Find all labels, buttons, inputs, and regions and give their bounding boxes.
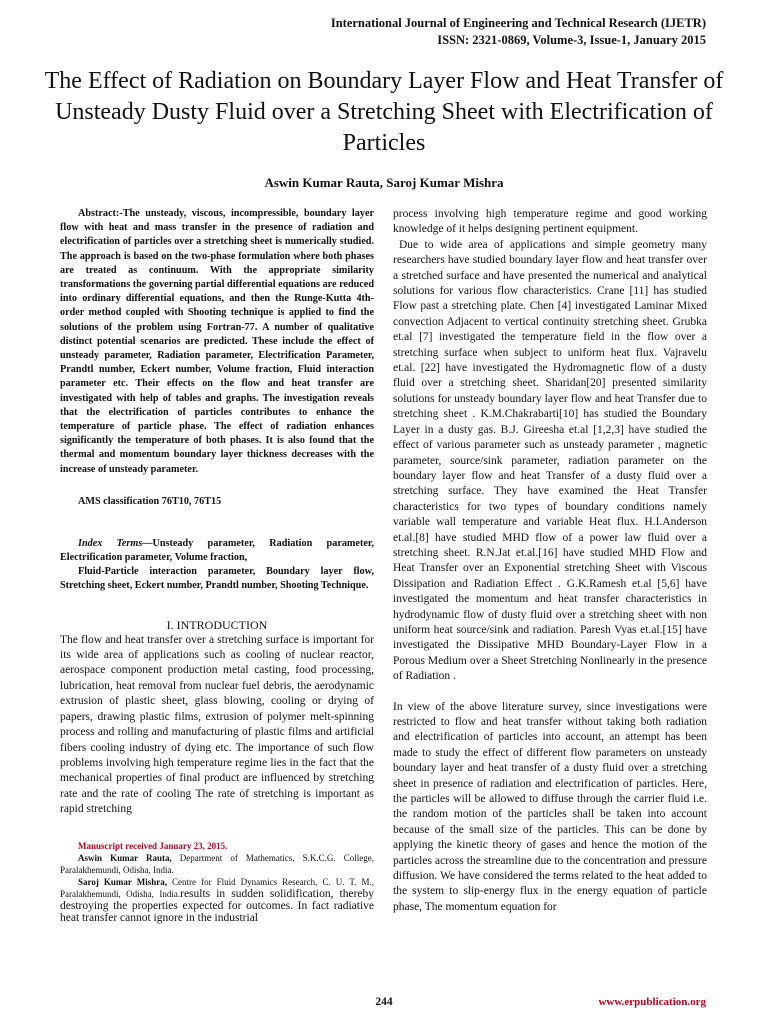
journal-name: International Journal of Engineering and Technical Research (IJETR) — [330, 16, 706, 30]
author2-name: Saroj Kumar Mishra, — [78, 876, 167, 887]
index-terms-dash: — — [142, 537, 153, 549]
abstract: Abstract:-The unsteady, viscous, incompressible, boundary layer flow with heat and mass transfer in the presence of radiation and electrification of particles over a stretching sheet is numerically studied. The approach is based on the two-phase formulation where both phases are treated as continuum. With the appropriate similarity transformations the governing partial differential equations are reduced into ordinary differential equations, and then the Runge-Kutta 4th-order method coupled with Shooting technique is applied to find the solutions of the problem using Fortran-77. A number of qualitative distinct potential scenarios are predicted. These include the effect of unsteady parameter, Radiation parameter, Electrification Parameter, Prandtl number, Eckert number, Volume fraction, Fluid interaction parameter etc. Their effects on the flow and heat transfer are investigated with help of tables and graphs. The investigation reveals that the electrification of particles contributes to enhance the temperature of particle phase. The effect of radiation enhances significantly the temperature of both phases. It is also found that the thermal and momentum boundary layer thickness decreases with the increase of unsteady parameter. — [60, 208, 374, 475]
index-terms — [60, 537, 374, 565]
paper-authors: Aswin Kumar Rauta, Saroj Kumar Mishra — [264, 175, 504, 190]
right-paragraph-2: Due to wide area of applications and simple geometry many researchers have studied boundary layer flow and heat transfer over a stretched surface and have presented the numerical and analytical solutions for various flow characteristics. Crane [11] has studied Flow past a stretching plate. Chen [4] investigated Laminar Mixed convection Adjacent to vertical continuity stretching sheet. Grubka et.al [7] investigated the temperature field in the flow over a stretching surface when subject to uniform heat flux. Vajravelu et.al. [22] have investigated the Hydromagnetic flow of a dusty fluid over a stretching sheet. Sharidan[20] presented similarity solutions for unsteady boundary layer flow and heat Transfer due to stretching sheet . K.M.Chakrabarti[10] has studied the Boundary Layer in a dusty gas. B.J. Gireesha et.al [1,2,3] have studied the effect of various parameter such as unsteady parameter , magnetic parameter, source/sink parameter, radiation parameter on the boundary layer flow and heat Transfer of a dusty fluid over a stretching surface. They have examined the Heat Transfer characteristics for two types of boundary conditions namely variable wall temperature and variable Heat flux. H.I.Anderson et.al.[8] have studied MHD flow of a power law fluid over a stretching sheet. R.N.Jat et.al.[16] have studied MHD Flow and Heat Transfer over an Exponential stretching Sheet with Viscous Dissipation and Radiation Effect . G.K.Ramesh et.al [5,6] have investigated the momentum and heat transfer characteristics in hydrodynamic flow of dusty fluid over a stretching sheet with non uniform heat source/sink and radiation. Paresh Vyas et.al.[15] have investigated the Dissipative MHD Boundary-Layer Flow in a Porous Medium over a Sheet Stretching Nonlinearly in the presence of Radiation . — [393, 238, 707, 683]
right-paragraph-1: process involving high temperature regime and good working knowledge of it helps designing pertinent equipment. — [393, 208, 707, 236]
author1-affiliation — [60, 852, 374, 876]
paper-title: The Effect of Radiation on Boundary Layer Flow and Heat Transfer of Unsteady Dusty Fluid over a Stretching Sheet with Electrification of Particles — [44, 68, 724, 156]
introduction-paragraph: The flow and heat transfer over a stretching surface is important for its wide area of applications such as cooling of nuclear reactor, aerospace component production metal casting, food processing, lubrication, heat removal from nuclear fuel debris, the aerodynamic extrusion of plastic sheet, glass blowing, cooling or drying of papers, drawing plastic films, extrusion of polymer melt-spinning process and rolling and manufacturing of plastic films and artificial fibers cooling industry of dying etc. The importance of such flow problems involving high temperature regime lies in the fact that the mechanical properties of final product are influenced by stretching rate and the rate of cooling The rate of stretching is important as rapid stretching — [60, 633, 374, 816]
author1-affil-text: Department of Mathematics, S.K.C.G. College, Paralakhemundi, Odisha, India. — [60, 852, 374, 875]
index-terms-label: Index Terms — [78, 537, 143, 549]
journal-header — [246, 15, 706, 49]
author2-affiliation — [60, 876, 374, 924]
journal-issn: ISSN: 2321-0869, Volume-3, Issue-1, January 2015 — [437, 33, 706, 47]
section-heading-introduction: I. INTRODUCTION — [166, 617, 268, 632]
publisher-url[interactable]: www.erpublication.org — [598, 996, 706, 1008]
ams-classification: AMS classification 76T10, 76T15 — [78, 495, 222, 507]
index-terms-continued: Fluid-Particle interaction parameter, Boundary layer flow, Stretching sheet, Eckert number, Prandtl number, Shooting Technique. — [60, 566, 374, 592]
page-number: 244 — [375, 996, 393, 1008]
author1-name: Aswin Kumar Rauta, — [78, 852, 172, 863]
left-column — [60, 207, 374, 924]
right-column — [393, 207, 707, 915]
author2-affil-text: Centre for Fluid Dynamics Research, C. U. T. M., Paralakhemundi, Odisha, India. — [60, 876, 374, 899]
manuscript-received-note: Manuscript received January 23, 2015. — [78, 840, 228, 851]
right-paragraph-3: In view of the above literature survey, since investigations were restricted to flow and heat transfer without taking both radiation and electrification of particles into account, an attempt has been made to study the effect of different flow parameters on unsteady boundary layer and heat transfer of a dusty fluid over a stretching sheet in presence of radiation and electrification of particles. Here, the particles will be allowed to diffuse through the carrier fluid i.e. the random motion of the particles shall be taken into account because of the small size of the particles. This can be done by applying the kinetic theory of gases and hence the motion of the particles across the streamline due to the concentration and pressure diffusion. We have considered the terms related to the heat added to the system to slip-energy flux in the energy equation of particle phase, The momentum equation for — [393, 700, 707, 913]
introduction-continuation: results in sudden solidification, thereby destroying the properties expected for outcomes. In fact radiative heat transfer cannot ignore in the industrial — [60, 887, 374, 924]
index-terms-text: Unsteady parameter, Radiation parameter, Electrification parameter, Volume fraction, — [60, 537, 374, 564]
